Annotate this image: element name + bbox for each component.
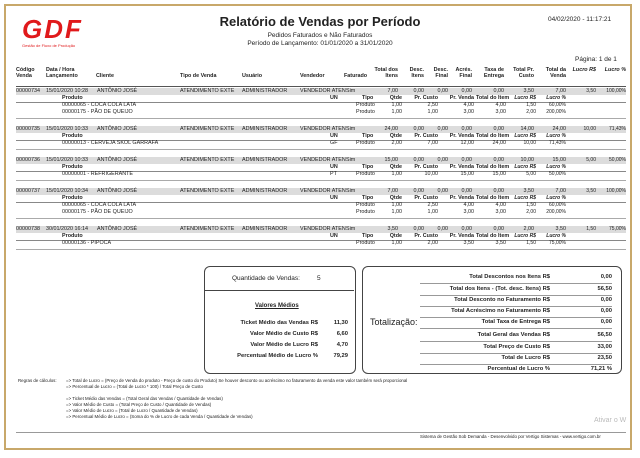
item-prod: 00000013 - CERVEJA SKOL GARRAFA <box>62 140 159 146</box>
item-lpct: 200,00% <box>546 109 566 115</box>
sale-usuario: ADMINISTRADOR <box>242 226 288 232</box>
item-lrs: 1,50 <box>526 240 536 246</box>
sale-desc_final: 0,00 <box>437 188 448 194</box>
item-qtde: 2,00 <box>391 140 402 146</box>
item-col-lucro_rs: Lucro R$ <box>514 133 536 139</box>
sale-cliente: ANTÔNIO JOSÉ <box>97 88 138 94</box>
sale-data: 15/01/2020 10:28 <box>46 88 88 94</box>
total-value: 56,50 <box>597 332 612 338</box>
total-label: Total Preço de Custo R$ <box>483 344 550 350</box>
sale-lucro_rs: 10,00 <box>583 126 596 132</box>
sale-faturado: Sim <box>346 188 356 194</box>
report-title-block <box>190 14 450 47</box>
sale-codigo: 00000738 <box>16 226 40 232</box>
rule-line: => Percentual de Lucro = (Total de Lucro * 100) / Total Preço de Custo <box>66 384 203 389</box>
totalizacao-label: Totalização: <box>370 317 418 327</box>
item-col-lucro_pct: Lucro % <box>546 133 566 139</box>
table-header <box>16 66 626 87</box>
medios-title: Valores Médios <box>255 303 299 309</box>
sale-total: 24,00 <box>552 126 566 132</box>
item-col-produto: Produto <box>62 95 83 101</box>
item-venda: 3,00 <box>463 109 474 115</box>
total-divider <box>420 306 612 307</box>
col-taxa: Taxa de Entrega <box>483 67 504 79</box>
item-col-un: UN <box>330 133 338 139</box>
sale-lucro_rs: 1,50 <box>586 226 596 232</box>
item-col-lucro_rs: Lucro R$ <box>514 164 536 170</box>
rule-line: => Total de Lucro = (Preço de Venda do produto - Preço de custo do Produto) Se houver desconto ou acréscimo no faturamento da venda este valor também será proporcional <box>66 378 408 383</box>
sale-desc_itens: 0,00 <box>413 226 424 232</box>
sale-desc_final: 0,00 <box>437 226 448 232</box>
item-col-pr_venda: Pr. Venda <box>449 95 474 101</box>
sale-vendedor: VENDEDOR ATEN <box>300 88 346 94</box>
col-faturado: Faturado <box>344 73 368 79</box>
sale-usuario: ADMINISTRADOR <box>242 157 288 163</box>
item-col-lucro_pct: Lucro % <box>546 233 566 239</box>
item-total: 4,00 <box>495 102 506 108</box>
sale-separator <box>16 149 626 150</box>
item-total: 3,00 <box>495 209 506 215</box>
sale-data: 15/01/2020 10:33 <box>46 157 88 163</box>
item-col-pr_venda: Pr. Venda <box>449 233 474 239</box>
sale-custo: 3,50 <box>523 188 534 194</box>
logo-subtitle: Gestão de Fluxo de Produção <box>22 43 76 48</box>
sale-total_itens: 7,00 <box>387 188 398 194</box>
total-divider <box>420 353 612 354</box>
item-col-tipo: Tipo <box>362 133 374 139</box>
item-tipo: Produto <box>356 209 375 215</box>
rule-line: => Percentual Médio de Lucro = (Soma do % de Lucro de cada Venda / Quantidade de Vendas) <box>66 414 253 419</box>
item-prod: 00000136 - PIPOCA <box>62 240 112 246</box>
sales-count-label: Quantidade de Vendas: <box>232 275 300 282</box>
col-vendedor: Vendedor <box>300 73 325 79</box>
item-col-pr_custo: Pr. Custo <box>414 233 438 239</box>
item-qtde: 1,00 <box>391 102 402 108</box>
item-lrs: 10,00 <box>523 140 536 146</box>
page-number: Página: 1 de 1 <box>575 56 617 63</box>
total-value: 71,21 % <box>590 366 612 372</box>
rule-line: => Ticket Médio das Vendas = (Total Geral das Vendas / Quantidade de Vendas) <box>66 396 223 401</box>
item-qtde: 1,00 <box>391 171 402 177</box>
sale-lucro_pct: 100,00% <box>606 188 626 194</box>
item-qtde: 1,00 <box>391 202 402 208</box>
sale-codigo: 00000735 <box>16 126 40 132</box>
sale-lucro_pct: 100,00% <box>606 88 626 94</box>
col-total-custo: Total Pr. Custo <box>513 67 534 79</box>
total-label: Total Taxa de Entrega R$ <box>481 319 550 325</box>
item-total: 4,00 <box>495 202 506 208</box>
col-desc-final: Desc. Final <box>433 67 448 79</box>
total-divider <box>420 341 612 342</box>
item-col-lucro_rs: Lucro R$ <box>514 233 536 239</box>
item-lrs: 1,50 <box>526 202 536 208</box>
item-tipo: Produto <box>356 171 375 177</box>
sale-vendedor: VENDEDOR ATEN <box>300 126 346 132</box>
sale-vendedor: VENDEDOR ATEN <box>300 157 346 163</box>
total-label: Total dos Itens - (Tot. desc. Itens) R$ <box>449 286 550 292</box>
sales-count-row <box>204 266 354 291</box>
sale-desc_itens: 0,00 <box>413 126 424 132</box>
total-label: Total de Lucro R$ <box>501 355 550 361</box>
item-venda: 3,00 <box>463 209 474 215</box>
item-col-total_item: Total do Item <box>476 164 510 170</box>
item-venda: 15,00 <box>460 171 474 177</box>
item-custo: 2,50 <box>427 202 438 208</box>
item-lpct: 60,00% <box>549 202 566 208</box>
item-venda: 3,50 <box>463 240 474 246</box>
sale-desc_final: 0,00 <box>437 126 448 132</box>
sale-acres_final: 0,00 <box>461 157 472 163</box>
sale-total_itens: 7,00 <box>387 88 398 94</box>
item-total: 3,00 <box>495 109 506 115</box>
sale-separator <box>16 249 626 250</box>
medio-label: Ticket Médio das Vendas R$ <box>240 320 318 326</box>
sale-cliente: ANTÔNIO JOSÉ <box>97 157 138 163</box>
item-col-pr_custo: Pr. Custo <box>414 164 438 170</box>
sale-desc_itens: 0,00 <box>413 188 424 194</box>
item-venda: 12,00 <box>460 140 474 146</box>
medio-value: 4,70 <box>336 342 348 348</box>
item-total: 24,00 <box>492 140 506 146</box>
item-col-produto: Produto <box>62 164 83 170</box>
sales-count-value: 5 <box>317 275 321 282</box>
item-total: 3,50 <box>495 240 506 246</box>
medio-label: Valor Médio de Custo R$ <box>250 331 318 337</box>
item-col-produto: Produto <box>62 195 83 201</box>
total-value: 0,00 <box>600 319 612 325</box>
sale-data: 15/01/2020 10:33 <box>46 126 88 132</box>
item-col-un: UN <box>330 164 338 170</box>
item-col-lucro_pct: Lucro % <box>546 95 566 101</box>
item-col-pr_venda: Pr. Venda <box>449 164 474 170</box>
sale-usuario: ADMINISTRADOR <box>242 188 288 194</box>
sale-codigo: 00000734 <box>16 88 40 94</box>
item-un: GF <box>330 140 338 146</box>
sale-cliente: ANTÔNIO JOSÉ <box>97 188 138 194</box>
sale-usuario: ADMINISTRADOR <box>242 126 288 132</box>
sale-data: 30/01/2020 16:14 <box>46 226 88 232</box>
sale-custo: 2,00 <box>523 226 534 232</box>
total-label: Total Acréscimo no Faturamento R$ <box>451 308 550 314</box>
item-col-pr_venda: Pr. Venda <box>449 195 474 201</box>
sale-custo: 14,00 <box>520 126 534 132</box>
item-lpct: 60,00% <box>549 102 566 108</box>
total-label: Percentual de Lucro % <box>487 366 550 372</box>
item-prod: 00000001 - REFRIGERANTE <box>62 171 134 177</box>
sale-lucro_pct: 50,00% <box>609 157 626 163</box>
item-col-pr_custo: Pr. Custo <box>414 95 438 101</box>
item-prod: 00000175 - PÃO DE QUEIJO <box>62 209 133 215</box>
col-codigo: Código Venda <box>16 67 35 79</box>
col-total-itens: Total dos Itens <box>374 67 398 79</box>
sale-acres_final: 0,00 <box>461 88 472 94</box>
sale-tipo: ATENDIMENTO EXTE <box>180 126 235 132</box>
item-col-un: UN <box>330 233 338 239</box>
item-col-pr_custo: Pr. Custo <box>414 133 438 139</box>
item-tipo: Produto <box>356 102 375 108</box>
item-tipo: Produto <box>356 140 375 146</box>
sale-custo: 3,50 <box>523 88 534 94</box>
item-col-total_item: Total do Item <box>476 233 510 239</box>
sale-acres_final: 0,00 <box>461 226 472 232</box>
report-period: Período de Lançamento: 01/01/2020 a 31/01/2020 <box>247 40 393 47</box>
footer-divider <box>16 432 626 433</box>
item-tipo: Produto <box>356 202 375 208</box>
item-un: PT <box>330 171 337 177</box>
sale-tipo: ATENDIMENTO EXTE <box>180 157 235 163</box>
sale-tipo: ATENDIMENTO EXTE <box>180 188 235 194</box>
item-col-lucro_pct: Lucro % <box>546 195 566 201</box>
sale-vendedor: VENDEDOR ATEN <box>300 188 346 194</box>
col-cliente: Cliente <box>96 73 114 79</box>
item-lrs: 2,00 <box>526 109 536 115</box>
sale-total: 15,00 <box>552 157 566 163</box>
sale-faturado: Sim <box>346 157 356 163</box>
col-tipo-venda: Tipo de Venda <box>180 73 217 79</box>
sale-cliente: ANTÔNIO JOSÉ <box>97 226 138 232</box>
item-col-tipo: Tipo <box>362 233 374 239</box>
item-col-total_item: Total do Item <box>476 95 510 101</box>
total-value: 23,50 <box>597 355 612 361</box>
report-subtitle: Pedidos Faturados e Não Faturados <box>267 32 373 39</box>
total-divider <box>420 364 612 365</box>
sale-taxa: 0,00 <box>493 88 504 94</box>
item-custo: 10,00 <box>424 171 438 177</box>
sale-acres_final: 0,00 <box>461 126 472 132</box>
item-col-lucro_rs: Lucro R$ <box>514 195 536 201</box>
item-custo: 2,00 <box>427 240 438 246</box>
item-col-total_item: Total do Item <box>476 133 510 139</box>
item-lpct: 50,00% <box>549 171 566 177</box>
item-custo: 7,00 <box>427 140 438 146</box>
company-logo <box>22 16 112 50</box>
total-divider <box>420 295 612 296</box>
sale-faturado: Sim <box>346 88 356 94</box>
sale-desc_final: 0,00 <box>437 157 448 163</box>
item-custo: 2,50 <box>427 102 438 108</box>
sale-taxa: 0,00 <box>493 126 504 132</box>
sale-tipo: ATENDIMENTO EXTE <box>180 88 235 94</box>
total-value: 0,00 <box>600 274 612 280</box>
medio-label: Percentual Médio de Lucro % <box>237 353 318 359</box>
sale-taxa: 0,00 <box>493 188 504 194</box>
sale-lucro_pct: 75,00% <box>609 226 626 232</box>
item-col-qtde: Qtde <box>389 233 402 239</box>
item-lrs: 1,50 <box>526 102 536 108</box>
total-label: Total Geral das Vendas R$ <box>477 332 550 338</box>
total-value: 33,00 <box>597 344 612 350</box>
item-col-pr_venda: Pr. Venda <box>449 133 474 139</box>
item-prod: 00000065 - COCA COLA LATA <box>62 102 137 108</box>
total-label: Total Descontos nos Itens R$ <box>469 274 550 280</box>
item-tipo: Produto <box>356 240 375 246</box>
total-divider <box>420 317 612 318</box>
medio-value: 11,30 <box>333 320 348 326</box>
total-value: 0,00 <box>600 308 612 314</box>
total-divider <box>420 328 612 329</box>
sale-faturado: Sim <box>346 226 356 232</box>
item-col-un: UN <box>330 195 338 201</box>
item-col-pr_custo: Pr. Custo <box>414 195 438 201</box>
sale-desc_itens: 0,00 <box>413 88 424 94</box>
sale-custo: 10,00 <box>520 157 534 163</box>
sale-taxa: 0,00 <box>493 157 504 163</box>
item-prod: 00000065 - COCA COLA LATA <box>62 202 137 208</box>
item-col-produto: Produto <box>62 233 83 239</box>
sale-separator <box>16 180 626 181</box>
item-col-tipo: Tipo <box>362 195 374 201</box>
item-total: 15,00 <box>492 171 506 177</box>
item-lpct: 75,00% <box>549 240 566 246</box>
sale-cliente: ANTÔNIO JOSÉ <box>97 126 138 132</box>
item-qtde: 1,00 <box>391 240 402 246</box>
col-desc-itens: Desc. Itens <box>409 67 424 79</box>
item-qtde: 1,00 <box>391 209 402 215</box>
col-usuario: Usuário <box>242 73 263 79</box>
col-lucro-rs: Lucro R$ <box>572 67 596 73</box>
sale-lucro_rs: 3,50 <box>586 88 596 94</box>
col-lucro-pct: Lucro % <box>604 67 626 73</box>
item-col-produto: Produto <box>62 133 83 139</box>
col-total-venda: Total da Venda <box>545 67 566 79</box>
sale-codigo: 00000736 <box>16 157 40 163</box>
sale-separator <box>16 118 626 119</box>
sale-lucro_rs: 5,00 <box>586 157 596 163</box>
sale-usuario: ADMINISTRADOR <box>242 88 288 94</box>
sale-separator <box>16 218 626 219</box>
sale-lucro_rs: 3,50 <box>586 188 596 194</box>
col-data: Data / Hora Lançamento <box>46 67 78 79</box>
activation-watermark: Ativar o W <box>594 417 627 424</box>
sale-total: 7,00 <box>555 88 566 94</box>
sale-data: 15/01/2020 10:34 <box>46 188 88 194</box>
sale-codigo: 00000737 <box>16 188 40 194</box>
sale-taxa: 0,00 <box>493 226 504 232</box>
total-label: Total Desconto no Faturamento R$ <box>454 297 550 303</box>
sale-total_itens: 24,00 <box>384 126 398 132</box>
total-value: 56,50 <box>597 286 612 292</box>
item-prod: 00000175 - PÃO DE QUEIJO <box>62 109 133 115</box>
item-col-un: UN <box>330 95 338 101</box>
item-col-lucro_rs: Lucro R$ <box>514 95 536 101</box>
sale-desc_final: 0,00 <box>437 88 448 94</box>
item-col-qtde: Qtde <box>389 133 402 139</box>
item-lpct: 200,00% <box>546 209 566 215</box>
item-lpct: 71,43% <box>549 140 566 146</box>
sale-tipo: ATENDIMENTO EXTE <box>180 226 235 232</box>
rule-line: => Valor Médio de Lucro = (Total de Lucro / Quantidade de Vendas) <box>66 408 198 413</box>
item-tipo: Produto <box>356 109 375 115</box>
item-qtde: 1,00 <box>391 109 402 115</box>
sale-total: 3,50 <box>555 226 566 232</box>
total-value: 0,00 <box>600 297 612 303</box>
col-acres-final: Acrés. Final <box>455 67 472 79</box>
rules-label: Regras de cálculos: <box>18 378 57 383</box>
sale-lucro_pct: 71,43% <box>609 126 626 132</box>
item-col-lucro_pct: Lucro % <box>546 164 566 170</box>
item-custo: 1,00 <box>427 209 438 215</box>
rule-line: => Valor Médio de Custo = (Total Preço de Custo / Quantidade de Vendas) <box>66 402 212 407</box>
sale-desc_itens: 0,00 <box>413 157 424 163</box>
sale-acres_final: 0,00 <box>461 188 472 194</box>
sale-total: 7,00 <box>555 188 566 194</box>
item-venda: 4,00 <box>463 102 474 108</box>
total-divider <box>420 283 612 284</box>
item-col-qtde: Qtde <box>389 164 402 170</box>
medio-label: Valor Médio de Lucro R$ <box>250 342 318 348</box>
sale-vendedor: VENDEDOR ATEN <box>300 226 346 232</box>
medio-value: 6,60 <box>336 331 348 337</box>
system-credit: Sistema de Gestão Sob Demanda - Desenvolvido por Vertigo Sistemas - www.vertigo.com.br <box>420 434 601 439</box>
sale-total_itens: 3,50 <box>387 226 398 232</box>
item-col-qtde: Qtde <box>389 195 402 201</box>
item-col-total_item: Total do Item <box>476 195 510 201</box>
item-col-qtde: Qtde <box>389 95 402 101</box>
item-lrs: 5,00 <box>526 171 536 177</box>
item-venda: 4,00 <box>463 202 474 208</box>
report-datetime: 04/02/2020 - 11:17:21 <box>548 16 612 23</box>
item-col-tipo: Tipo <box>362 164 374 170</box>
item-lrs: 2,00 <box>526 209 536 215</box>
sale-faturado: Sim <box>346 126 356 132</box>
item-col-tipo: Tipo <box>362 95 374 101</box>
logo-text: GDF <box>22 14 83 44</box>
sale-total_itens: 15,00 <box>384 157 398 163</box>
medio-value: 79,29 <box>333 353 348 359</box>
item-custo: 1,00 <box>427 109 438 115</box>
report-title: Relatório de Vendas por Período <box>219 14 421 29</box>
